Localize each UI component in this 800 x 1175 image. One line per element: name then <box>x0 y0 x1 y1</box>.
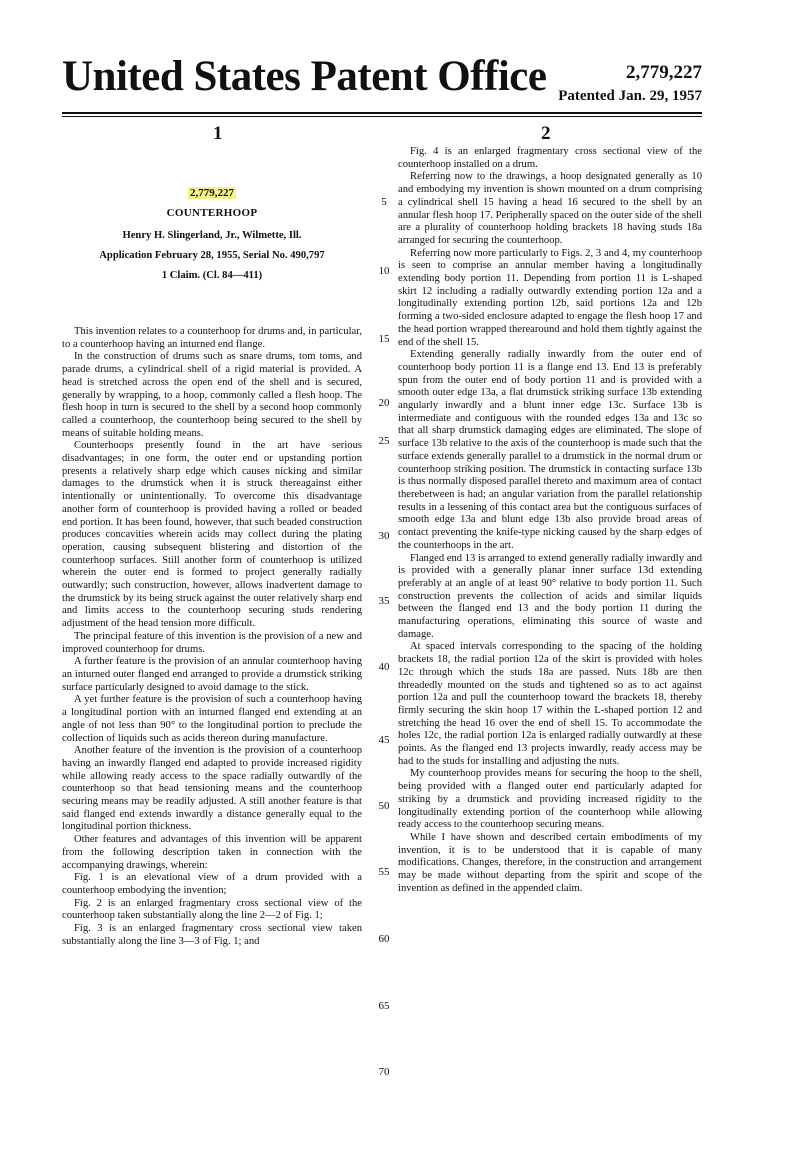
paragraph: The principal feature of this invention is the provision of a new and improved counterhoop for drums. <box>62 630 362 655</box>
line-number: 15 <box>378 333 390 345</box>
line-number: 60 <box>378 933 390 945</box>
line-number: 20 <box>378 397 390 409</box>
paragraph: Fig. 2 is an enlarged fragmentary cross sectional view of the counterhoop taken substantially along the line 2—2 of Fig. 1; <box>62 897 362 922</box>
paragraph: While I have shown and described certain embodiments of my invention, it is to be understood that it is capable of many modifications. Changes, therefore, in the construction and arrangement may be made without departing from the spirit and scope of the invention as defined in the appended claim. <box>398 831 702 894</box>
front-number-text: 2,779,227 <box>190 187 234 199</box>
paragraph: A yet further feature is the provision of such a counterhoop having a longitudinal portion with an inturned flanged end extending at an angle of not less than 90° to the longitudinal portion to preclude the collection of liquids such as acids thereon during manufacture. <box>62 694 362 744</box>
right-column <box>398 146 702 895</box>
line-number: 55 <box>378 866 390 878</box>
front-inventor: Henry H. Slingerland, Jr., Wilmette, Ill. <box>122 230 302 241</box>
line-number: 30 <box>378 530 390 542</box>
line-number: 35 <box>378 595 390 607</box>
office-title: United States Patent Office <box>62 53 547 100</box>
header-rule-thin <box>62 116 702 117</box>
front-application: Application February 28, 1955, Serial No. 490,797 <box>99 250 325 261</box>
paragraph: Counterhoops presently found in the art have serious disadvantages; in one form, the outer end or upstanding portion presents a relatively sharp edge which causes nicking and similar damages to the drumstick when it is struck thereagainst either intentionally or unintentionally. To overcome this disadvantage another form of counterhoop is provided having a rolled or beaded end portion. It has been found, however, that such beaded construction produces concavities wherein acids may collect during the plating operation, causing subsequent blistering and distortion of the counterhoop surfaces. Still another form of counterhoop is utilized wherein the outer end is formed to project generally radially outwardly; such construction, however, allows inadvertent damage to the drumstick by its being struck against the outer relatively sharp end and limits access to the counterhoop securing studs rendering adjustment of the head tension more difficult. <box>62 440 362 630</box>
paragraph: Flanged end 13 is arranged to extend generally radially inwardly and is provided with a generally planar inner surface 13d extending preferably at an angle of at least 90° relative to body portion 11. Such construction prevents the collection of acids and similar liquids between the flanged end 13 and the body portion 11 during the manufacturing operations, eliminating this source of waste and damage. <box>398 552 702 640</box>
paragraph: Another feature of the invention is the provision of a counterhoop having an inwardly flanged end adapted to provide increased rigidity while allowing ready access to the space radially outwardly of the counterhoop so that head tensioning means and the counterhoop securing means may be readily adjusted. A still another feature is that said flanged end extends inwardly a distance generally equal to the longitudinal portion thickness. <box>62 745 362 833</box>
line-number: 65 <box>378 1000 390 1012</box>
paragraph: Fig. 3 is an enlarged fragmentary cross sectional view taken substantially along the line 3—3 of Fig. 1; and <box>62 923 362 947</box>
paragraph: My counterhoop provides means for securing the hoop to the shell, being provided with a flanged outer end particularly adapted for striking by a drumstick and providing increased rigidity to the longitudinally extending portion of the counterhoop while allowing ready access to the counterhoop securing means. <box>398 768 702 831</box>
paragraph: At spaced intervals corresponding to the spacing of the holding brackets 18, the radial portion 12a of the skirt is provided with holes 12c through which the studs 18a are passed. Nuts 18b are then threadedly mounted on the studs and tightened so as to act against portion 12a and pull the counterhoop toward the brackets 18, thereby firmly securing the skin hoop 17 within the L-shaped portion 12 and stretching the head 16 over the end of shell 15. To accommodate the holes 12c, the radial portion 12a is enlarged radially outwardly at these points. As the flanged end 13 projects inwardly, ready access may be had to the studs for installing and adjusting the nuts. <box>398 641 702 767</box>
front-number <box>62 187 362 199</box>
line-number: 40 <box>378 661 390 673</box>
left-column <box>62 326 362 948</box>
front-claims: 1 Claim. (Cl. 84—411) <box>161 270 263 281</box>
column-number-2: 2 <box>541 123 551 144</box>
paragraph: A further feature is the provision of an annular counterhoop having an inturned outer flanged end arranged to provide a drumstick striking surface particularly designed to avoid damage to the stick. <box>62 656 362 693</box>
line-number: 45 <box>378 734 390 746</box>
line-number: 50 <box>378 800 390 812</box>
line-number: 10 <box>378 265 390 277</box>
paragraph: In the construction of drums such as snare drums, tom toms, and parade drums, a cylindrical shell of a rigid material is provided. A head is stretched across the open end of the shell and is secured, generally by wrapping, to a hoop, commonly called a flesh hoop. The flesh hoop in turn is secured to the shell by a second hoop commonly called a counterhoop, the counterhoop being secured to the shell by means of suitable holding means. <box>62 351 362 439</box>
patented-date: Patented Jan. 29, 1957 <box>558 88 702 104</box>
paragraph: Referring now more particularly to Figs. 2, 3 and 4, my counterhoop is seen to comprise an annular member having a longitudinally extending body portion 11. Depending from portion 11 is L-shaped skirt 12 including a radially outwardly extending portion 12a and a longitudinally extending portion 12b, said portions 12a and 12b forming a two-sided enclosure adapted to engage the flesh hoop 17 and the head portion wrapped therearound and hold them tightly against the end of the shell 15. <box>398 247 702 348</box>
line-number: 25 <box>378 435 390 447</box>
line-number: 5 <box>381 196 387 208</box>
paragraph: Fig. 1 is an elevational view of a drum provided with a counterhoop embodying the invention; <box>62 872 362 896</box>
front-title: COUNTERHOOP <box>166 207 258 219</box>
header-rule-thick <box>62 112 702 114</box>
paragraph: Extending generally radially inwardly from the outer end of counterhoop body portion 11 is a flange end 13. End 13 is preferably spun from the outer end of body portion 11 and is provided with a smooth outer edge 13a, a flat drumstick striking surface 13b extending angularly inwardly and a blunt inner edge 13c. Surface 13b is intermediate and contiguous with the rounded edges 13a and 13c so that all sharp drumstick damaging edges are eliminated. The slope of surface 13b relative to the axis of the counterhoop is made such that the surface extends generally parallel to a drumstick in the normal drum or counterhoop striking position. The drumstick in contacting surface 13b is thus normally disposed parallel thereto and maximum area of contact therebetween is had; an angular variation from the parallel relationship results in a lessening of this contact area but the contiguous surfaces of smooth edge 13a and blunt edge 13b also provide broad areas of contact preventing the knife-type nicking caused by the sharp edges of the counterhoops in the art. <box>398 349 702 551</box>
column-number-1: 1 <box>213 123 223 144</box>
paragraph: Fig. 4 is an enlarged fragmentary cross sectional view of the counterhoop installed on a drum. <box>398 146 702 170</box>
paragraph: Referring now to the drawings, a hoop designated generally as 10 and embodying my invention is shown mounted on a drum comprising a cylindrical shell 15 having a head 16 secured to the shell by an annular flesh hoop 17. Peripherally spaced on the outer side of the shell are a plurality of counterhoop holding brackets 18 having studs 18a arranged for securing the counterhoop. <box>398 171 702 246</box>
line-number: 70 <box>378 1066 390 1078</box>
patent-number: 2,779,227 <box>626 62 702 83</box>
paragraph: Other features and advantages of this invention will be apparent from the following description taken in connection with the accompanying drawings, wherein: <box>62 834 362 871</box>
paragraph: This invention relates to a counterhoop for drums and, in particular, to a counterhoop having an inturned end flange. <box>62 326 362 350</box>
